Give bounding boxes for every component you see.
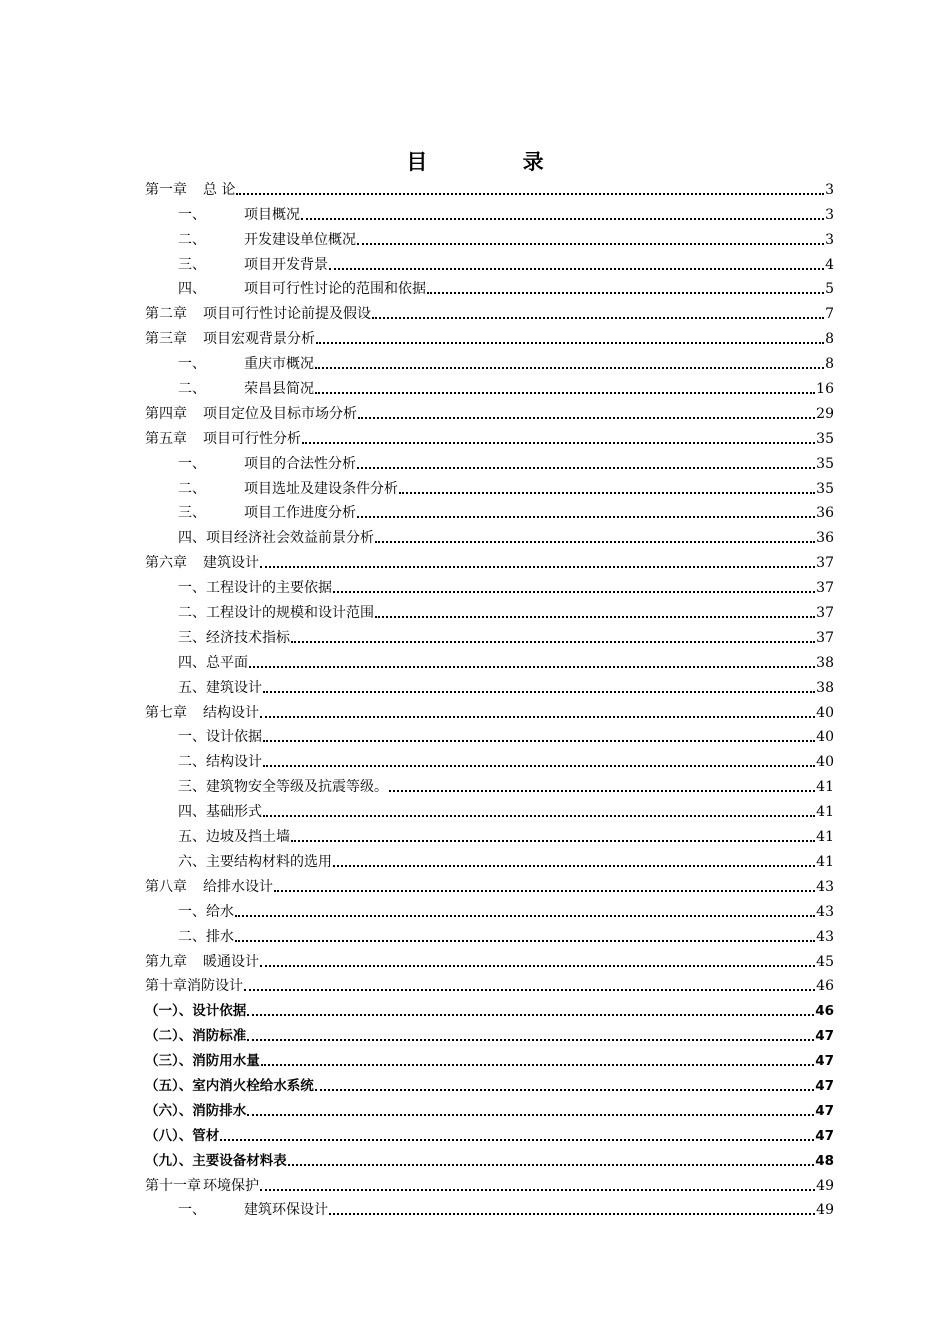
toc-entry-number: 二、: [178, 754, 206, 771]
dot-leader: [315, 392, 815, 394]
toc-entry-text: 项目工作进度分析: [244, 505, 356, 522]
toc-entry-page: 47: [815, 1102, 834, 1119]
toc-entry-text: 消防设计: [187, 978, 243, 995]
toc-entry-text: 给排水设计: [203, 878, 273, 895]
toc-entry-label: [178, 206, 300, 224]
toc-entry-page: 37: [816, 605, 834, 622]
toc-entry[interactable]: [145, 771, 834, 796]
toc-entry-number: 第三章: [145, 331, 187, 348]
toc-entry-page: 7: [825, 306, 834, 323]
toc-entry[interactable]: [145, 946, 834, 971]
dot-leader: [427, 292, 824, 294]
dot-leader: [220, 1139, 814, 1141]
toc-entry-label: [145, 405, 357, 423]
toc-entry-number: 一、: [178, 206, 206, 223]
toc-entry-text: 项目选址及建设条件分析: [244, 480, 398, 497]
toc-entry[interactable]: [145, 821, 834, 846]
toc-entry-number: 二、: [178, 928, 206, 945]
toc-entry-number: （一）、: [145, 1003, 193, 1020]
toc-entry-number: 第六章: [145, 555, 187, 572]
toc-entry-text: 工程设计的主要依据: [206, 580, 332, 597]
toc-entry[interactable]: [145, 572, 834, 597]
dot-leader: [302, 442, 815, 444]
toc-entry-text: 建筑环保设计: [244, 1202, 328, 1219]
toc-entry-page: 46: [816, 978, 834, 995]
toc-entry-label: [145, 1027, 246, 1045]
toc-entry-text: 设计依据: [206, 729, 262, 746]
dot-leader: [260, 1189, 815, 1191]
dot-leader: [249, 666, 815, 668]
dot-leader: [247, 1114, 814, 1116]
dot-leader: [263, 691, 815, 693]
dot-leader: [375, 541, 815, 543]
toc-entry-number: 第七章: [145, 704, 187, 721]
toc-entry-number: 四、: [178, 804, 206, 821]
dot-leader: [260, 716, 815, 718]
toc-entry-label: [178, 928, 234, 946]
toc-entry-page: 35: [816, 430, 834, 447]
toc-entry[interactable]: [145, 796, 834, 821]
dot-leader: [263, 765, 815, 767]
toc-entry-number: 三、: [178, 779, 206, 796]
toc-entry-page: 38: [816, 679, 834, 696]
toc-entry-page: 36: [816, 530, 834, 547]
toc-entry[interactable]: [145, 423, 834, 448]
toc-entry[interactable]: [145, 1195, 834, 1220]
toc-entry-page: 41: [816, 853, 834, 870]
toc-entry-label: [145, 977, 243, 995]
toc-entry-number: 一、: [178, 580, 206, 597]
toc-entry-label: [178, 280, 426, 298]
dot-leader: [315, 367, 824, 369]
toc-entry-number: （五）、: [145, 1077, 193, 1094]
toc-entry-page: 8: [825, 356, 834, 373]
toc-entry-label: [145, 430, 301, 448]
toc-entry[interactable]: [145, 323, 834, 348]
toc-entry-text: 项目开发背景: [244, 256, 328, 273]
toc-entry-number: 一、: [178, 903, 206, 920]
toc-entry-text: 项目概况: [244, 206, 300, 223]
toc-entry-text: 重庆市概况: [244, 356, 314, 373]
toc-entry[interactable]: [145, 896, 834, 921]
toc-entry[interactable]: [145, 746, 834, 771]
dot-leader: [274, 890, 815, 892]
toc-entry-number: 二、: [178, 605, 206, 622]
toc-entry[interactable]: [145, 672, 834, 697]
toc-entry[interactable]: [145, 1020, 834, 1045]
toc-entry-label: [178, 455, 356, 473]
toc-entry-label: [178, 480, 398, 498]
toc-entry-page: 43: [816, 928, 834, 945]
toc-entry-page: 5: [825, 281, 834, 298]
dot-leader: [247, 1014, 814, 1016]
toc-entry-page: 47: [815, 1127, 834, 1144]
toc-entry-label: [178, 604, 374, 622]
toc-entry[interactable]: [145, 174, 834, 199]
toc-entry[interactable]: [145, 274, 834, 299]
toc-entry-number: 三、: [178, 505, 206, 522]
toc-entry[interactable]: [145, 1170, 834, 1195]
toc-entry-number: 第十一章: [145, 1177, 201, 1194]
dot-leader: [247, 1039, 814, 1041]
toc-entry-text: 总平面: [206, 654, 248, 671]
toc-entry-label: [145, 1052, 260, 1070]
toc-entry[interactable]: [145, 1145, 834, 1170]
toc-entry[interactable]: [145, 473, 834, 498]
toc-entry-label: [178, 753, 262, 771]
dot-leader: [333, 591, 815, 593]
toc-entry[interactable]: [145, 995, 834, 1020]
toc-entry-page: 29: [816, 405, 834, 422]
dot-leader: [236, 193, 824, 195]
dot-leader: [301, 218, 824, 220]
dot-leader: [333, 865, 815, 867]
toc-entry[interactable]: [145, 199, 834, 224]
toc-entry-label: [178, 853, 332, 871]
toc-entry-number: （六）、: [145, 1102, 193, 1119]
toc-entry-page: 36: [816, 505, 834, 522]
toc-entry-label: [178, 380, 314, 398]
toc-entry-number: （二）、: [145, 1028, 193, 1045]
toc-entry-number: 第五章: [145, 430, 187, 447]
table-of-contents: [145, 174, 834, 1219]
toc-entry[interactable]: [145, 871, 834, 896]
toc-entry[interactable]: [145, 1045, 834, 1070]
toc-entry-text: 基础形式: [206, 804, 262, 821]
dot-leader: [357, 467, 815, 469]
toc-entry[interactable]: [145, 1070, 834, 1095]
toc-entry-page: 49: [816, 1202, 834, 1219]
toc-entry[interactable]: [145, 921, 834, 946]
toc-entry[interactable]: [145, 448, 834, 473]
toc-entry-page: 3: [825, 231, 834, 248]
toc-entry-label: [178, 679, 262, 697]
toc-entry[interactable]: [145, 249, 834, 274]
toc-entry[interactable]: [145, 373, 834, 398]
toc-entry-page: 43: [816, 878, 834, 895]
toc-entry-number: 二、: [178, 231, 206, 248]
toc-entry-text: 荣昌县简况: [244, 381, 314, 398]
toc-entry-number: 一、: [178, 1202, 206, 1219]
toc-entry-number: 一、: [178, 729, 206, 746]
toc-entry-text: 总 论: [203, 181, 236, 198]
toc-entry[interactable]: [145, 224, 834, 249]
dot-leader: [261, 1064, 814, 1066]
dot-leader: [372, 317, 824, 319]
toc-entry[interactable]: [145, 498, 834, 523]
dot-leader: [399, 492, 815, 494]
dot-leader: [329, 1213, 815, 1215]
toc-entry-label: [145, 953, 259, 971]
toc-entry-label: [178, 529, 374, 547]
toc-entry-label: [145, 1077, 314, 1095]
toc-entry-page: 46: [815, 1003, 834, 1020]
toc-entry-label: [178, 256, 328, 274]
toc-entry[interactable]: [145, 971, 834, 996]
toc-entry-text: 暖通设计: [203, 953, 259, 970]
toc-entry-page: 4: [825, 256, 834, 273]
toc-entry-label: [145, 554, 259, 572]
toc-entry-page: 35: [816, 480, 834, 497]
dot-leader: [357, 243, 824, 245]
toc-entry-page: 43: [816, 903, 834, 920]
toc-entry-page: 3: [825, 181, 834, 198]
toc-entry-page: 40: [816, 754, 834, 771]
toc-entry-text: 环境保护: [203, 1177, 259, 1194]
toc-entry[interactable]: [145, 522, 834, 547]
toc-entry-page: 8: [825, 331, 834, 348]
toc-entry-number: 二、: [178, 381, 206, 398]
toc-entry-text: 设计依据: [192, 1003, 247, 1020]
toc-entry[interactable]: [145, 697, 834, 722]
toc-entry-number: （三）、: [145, 1053, 193, 1070]
dot-leader: [291, 840, 815, 842]
toc-entry-text: 项目可行性讨论前提及假设: [203, 306, 371, 323]
dot-leader: [235, 915, 815, 917]
dot-leader: [358, 417, 815, 419]
toc-entry-label: [178, 654, 248, 672]
dot-leader: [291, 641, 815, 643]
toc-title: 目 录: [406, 150, 588, 174]
toc-entry[interactable]: [145, 547, 834, 572]
toc-entry-text: 建筑物安全等级及抗震等级。: [206, 779, 388, 796]
toc-entry-label: [178, 1201, 328, 1219]
dot-leader: [389, 790, 815, 792]
dot-leader: [263, 740, 815, 742]
toc-entry-number: 二、: [178, 480, 206, 497]
toc-entry-number: 五、: [178, 829, 206, 846]
toc-entry-number: 六、: [178, 853, 206, 870]
toc-entry-number: （九）、: [145, 1152, 193, 1169]
dot-leader: [329, 268, 824, 270]
toc-entry-page: 38: [816, 654, 834, 671]
toc-entry-label: [178, 828, 290, 846]
toc-entry-label: [145, 181, 235, 199]
toc-entry-page: 37: [816, 629, 834, 646]
toc-entry-label: [178, 629, 290, 647]
toc-entry-number: 第二章: [145, 306, 187, 323]
toc-entry-page: 48: [815, 1152, 834, 1169]
toc-entry-text: 边坡及挡土墙: [206, 829, 290, 846]
toc-entry-text: 建筑设计: [206, 679, 262, 696]
toc-entry-number: （八）、: [145, 1127, 193, 1144]
toc-entry-page: 37: [816, 555, 834, 572]
toc-entry-label: [178, 231, 356, 249]
dot-leader: [315, 1089, 814, 1091]
toc-entry[interactable]: [145, 647, 834, 672]
dot-leader: [235, 940, 815, 942]
toc-entry[interactable]: [145, 398, 834, 423]
toc-entry-label: [145, 1152, 287, 1170]
toc-entry-number: 第八章: [145, 878, 187, 895]
toc-entry-label: [178, 504, 356, 522]
toc-entry-label: [145, 1177, 259, 1195]
toc-entry-text: 消防标准: [192, 1028, 247, 1045]
toc-entry[interactable]: [145, 597, 834, 622]
toc-entry-number: 四、: [178, 654, 206, 671]
toc-entry-text: 工程设计的规模和设计范围: [206, 605, 374, 622]
toc-entry-page: 40: [816, 729, 834, 746]
toc-entry-number: 第一章: [145, 181, 187, 198]
toc-entry-page: 45: [816, 953, 834, 970]
toc-entry-label: [178, 903, 234, 921]
toc-entry-label: [145, 330, 315, 348]
toc-entry-text: 项目经济社会效益前景分析: [206, 530, 374, 547]
toc-entry-text: 结构设计: [203, 704, 259, 721]
toc-entry-text: 项目可行性讨论的范围和依据: [244, 281, 426, 298]
toc-entry-label: [178, 803, 262, 821]
toc-entry-number: 一、: [178, 356, 206, 373]
toc-entry-number: 五、: [178, 679, 206, 696]
dot-leader: [288, 1164, 814, 1166]
toc-entry[interactable]: [145, 622, 834, 647]
dot-leader: [357, 516, 815, 518]
dot-leader: [244, 989, 815, 991]
toc-entry-text: 主要设备材料表: [192, 1152, 287, 1169]
toc-entry-page: 41: [816, 804, 834, 821]
toc-entry-page: 3: [825, 206, 834, 223]
toc-entry-page: 49: [816, 1177, 834, 1194]
toc-entry-text: 建筑设计: [203, 555, 259, 572]
toc-entry-label: [145, 1002, 246, 1020]
toc-entry-page: 47: [815, 1053, 834, 1070]
toc-entry-number: 第九章: [145, 953, 187, 970]
toc-entry[interactable]: [145, 348, 834, 373]
toc-entry-label: [145, 1127, 219, 1145]
toc-entry-text: 项目宏观背景分析: [203, 331, 315, 348]
toc-entry-number: 第十章: [145, 978, 187, 995]
dot-leader: [316, 342, 824, 344]
dot-leader: [263, 815, 815, 817]
toc-entry[interactable]: [145, 846, 834, 871]
toc-entry-text: 给水: [206, 903, 234, 920]
toc-entry-number: 第四章: [145, 405, 187, 422]
toc-entry-label: [178, 728, 262, 746]
toc-entry-text: 主要结构材料的选用: [206, 853, 332, 870]
toc-entry-label: [145, 704, 259, 722]
toc-entry-label: [178, 355, 314, 373]
toc-entry-label: [145, 878, 273, 896]
toc-entry-number: 四、: [178, 530, 206, 547]
toc-entry-label: [178, 579, 332, 597]
toc-entry-text: 项目的合法性分析: [244, 455, 356, 472]
toc-entry-text: 消防用水量: [192, 1053, 260, 1070]
toc-entry-page: 35: [816, 455, 834, 472]
toc-entry-number: 四、: [178, 281, 206, 298]
toc-entry-page: 41: [816, 829, 834, 846]
toc-entry-text: 消防排水: [192, 1102, 247, 1119]
toc-entry-label: [178, 778, 388, 796]
dot-leader: [375, 616, 815, 618]
dot-leader: [260, 965, 815, 967]
toc-entry-number: 一、: [178, 455, 206, 472]
toc-entry-text: 结构设计: [206, 754, 262, 771]
toc-entry-page: 41: [816, 779, 834, 796]
toc-entry-text: 开发建设单位概况: [244, 231, 356, 248]
toc-entry-label: [145, 1102, 246, 1120]
toc-entry-label: [145, 305, 371, 323]
toc-entry-text: 室内消火栓给水系统: [192, 1077, 314, 1094]
toc-entry-text: 项目可行性分析: [203, 430, 301, 447]
toc-entry-page: 37: [816, 580, 834, 597]
toc-entry-text: 项目定位及目标市场分析: [203, 405, 357, 422]
dot-leader: [260, 566, 815, 568]
toc-entry-page: 40: [816, 704, 834, 721]
toc-entry[interactable]: [145, 722, 834, 747]
toc-entry[interactable]: [145, 1120, 834, 1145]
toc-entry-text: 管材: [192, 1127, 220, 1144]
toc-entry[interactable]: [145, 298, 834, 323]
toc-entry-text: 经济技术指标: [206, 629, 290, 646]
toc-entry-page: 47: [815, 1028, 834, 1045]
toc-entry-text: 排水: [206, 928, 234, 945]
toc-entry-page: 47: [815, 1077, 834, 1094]
toc-entry-page: 16: [816, 381, 834, 398]
toc-entry-number: 三、: [178, 629, 206, 646]
toc-entry-number: 三、: [178, 256, 206, 273]
toc-entry[interactable]: [145, 1095, 834, 1120]
